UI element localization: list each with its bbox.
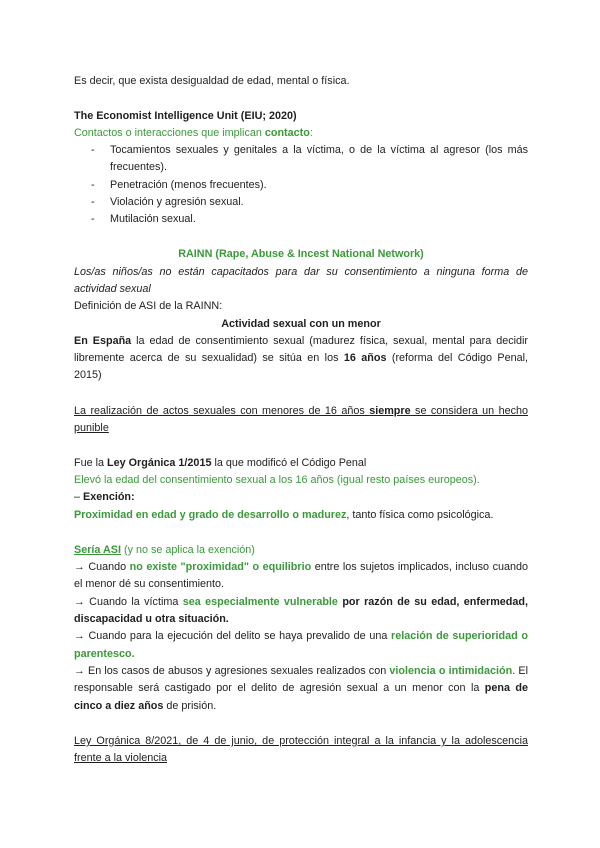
rainn-quote-1: Los/as niños/as no están capacitados para dar su consentimiento a ninguna forma de [74, 266, 528, 278]
asi-case-2: → Cuando la víctima sea especialmente vulnerable por razón de su edad, enfermedad, [74, 596, 528, 608]
ley2015-proximidad: Proximidad en edad y grado de desarrollo o madurez, tanto física como psicológica. [74, 509, 494, 521]
spain-line-3: 2015) [74, 369, 102, 381]
asi-case-1-cont: el menor dé su consentimiento. [74, 578, 225, 590]
bullet-dash: - [91, 179, 95, 191]
punible-line-2: punible [74, 422, 109, 434]
ley2021-line-2: frente a la violencia [74, 752, 168, 764]
eiu-heading: The Economist Intelligence Unit (EIU; 2020) [74, 110, 297, 122]
rainn-heading: RAINN (Rape, Abuse & Incest National Network) [178, 248, 424, 260]
rainn-quote-2: actividad sexual [74, 283, 151, 295]
bullet-dash: - [91, 213, 95, 225]
spain-line-1: En España la edad de consentimiento sexual (madurez física, sexual, mental para decidir [74, 335, 529, 347]
asi-case-2-cont: discapacidad u otra situación. [74, 613, 229, 625]
spain-line-2: libremente acerca de su sexualidad) se sitúa en los 16 años (reforma del Código Penal, [74, 352, 529, 364]
eiu-item-2: Penetración (menos frecuentes). [110, 179, 267, 191]
asi-case-1: → Cuando no existe "proximidad" o equilibrio entre los sujetos implicados, incluso cuando [74, 561, 528, 573]
eiu-item-1-cont: frecuentes). [110, 161, 168, 173]
eiu-contacts: Contactos o interacciones que implican contacto: [74, 127, 313, 139]
eiu-item-4: Mutilación sexual. [110, 213, 196, 225]
eiu-item-1: Tocamientos sexuales y genitales a la víctima, o de la víctima al agresor (los más [110, 144, 528, 156]
bullet-dash: - [91, 196, 95, 208]
asi-case-4-end: cinco a diez años de prisión. [74, 700, 217, 712]
asi-title: Sería ASI (y no se aplica la exención) [74, 544, 255, 556]
rainn-subheading: Actividad sexual con un menor [221, 318, 381, 330]
rainn-definition: Definición de ASI de la RAINN: [74, 300, 223, 312]
asi-case-4-cont: responsable será castigado por el delito de agresión sexual a un menor con la pena de [74, 682, 528, 694]
bullet-dash: - [91, 144, 95, 156]
ley2015-exencion: – Exención: [74, 491, 135, 503]
asi-case-3-cont: parentesco. [74, 648, 135, 660]
asi-case-4: → En los casos de abusos y agresiones sexuales realizados con violencia o intimidación. El [74, 665, 528, 677]
ley2015-line-2: Elevó la edad del consentimiento sexual a los 16 años (igual resto países europeos). [74, 474, 480, 486]
punible-line-1: La realización de actos sexuales con menores de 16 años siempre se considera un hecho [74, 405, 528, 417]
ley2015-line-1: Fue la Ley Orgánica 1/2015 la que modificó el Código Penal [74, 457, 367, 469]
ley2021-line-1: Ley Orgánica 8/2021, de 4 de junio, de protección integral a la infancia y la adolescencia [74, 735, 528, 747]
asi-case-3: → Cuando para la ejecución del delito se haya prevalido de una relación de superioridad o [74, 630, 528, 642]
eiu-item-3: Violación y agresión sexual. [110, 196, 244, 208]
intro-text: Es decir, que exista desigualdad de edad, mental o física. [74, 75, 350, 87]
